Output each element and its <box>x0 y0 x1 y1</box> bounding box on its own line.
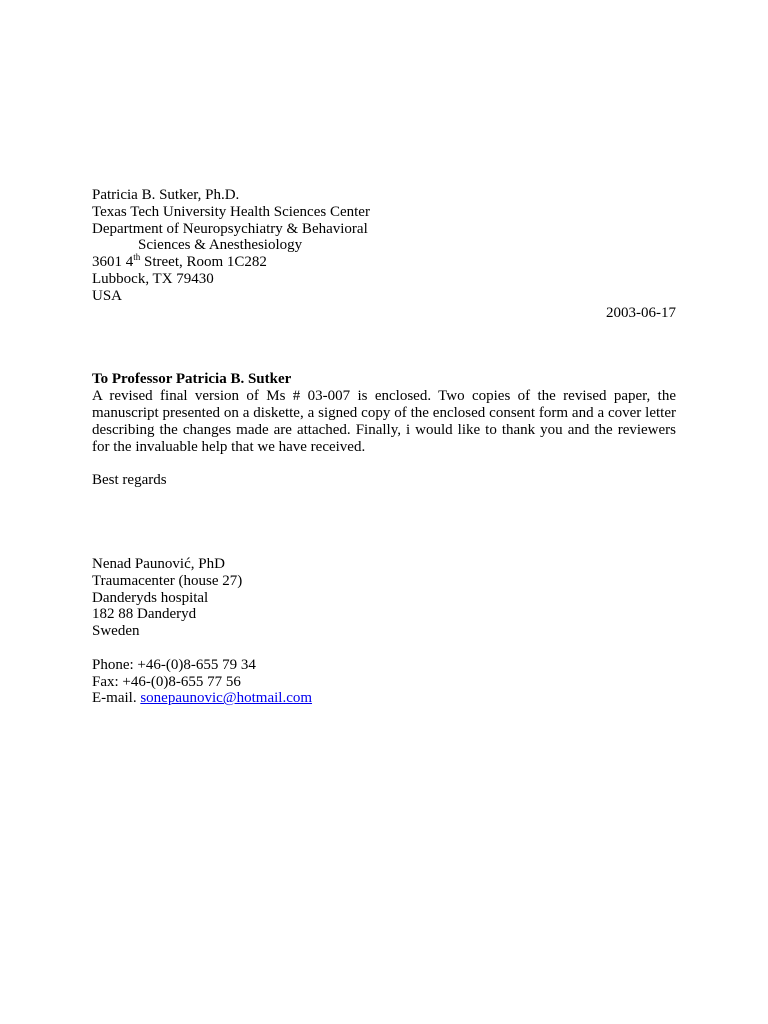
sender-address <box>92 556 676 640</box>
email-line <box>92 690 676 707</box>
recipient-address <box>92 187 676 305</box>
street-ordinal-suffix: th <box>133 252 141 263</box>
letter <box>92 187 676 707</box>
closing: Best regards <box>92 472 167 489</box>
email-label: E-mail. <box>92 690 141 707</box>
recipient-country: USA <box>92 287 123 304</box>
spacer <box>92 321 676 371</box>
recipient-institution: Texas Tech University Health Sciences Center <box>92 203 370 220</box>
street-rest: Street, Room 1C282 <box>140 254 267 271</box>
salutation: To Professor Patricia B. Sutker <box>92 371 292 388</box>
recipient-name: Patricia B. Sutker, Ph.D. <box>92 187 240 203</box>
recipient-city: Lubbock, TX 79430 <box>92 270 214 287</box>
sender-country: Sweden <box>92 623 140 640</box>
sender-hospital: Danderyds hospital <box>92 589 209 606</box>
contact-info <box>92 657 676 707</box>
street-number: 3601 4 <box>92 254 134 271</box>
sender-name: Nenad Paunović, PhD <box>92 555 225 572</box>
email-link[interactable]: sonepaunovic@hotmail.com <box>140 690 313 707</box>
recipient-street <box>92 254 676 271</box>
spacer <box>92 455 676 472</box>
letter-body: A revised final version of Ms # 03-007 is enclosed. Two copies of the revised paper, the manuscript presented on a diskette, a signed copy of the enclosed consent form and a cover letter describing the changes made are attached. Finally, i would like to thank you and the reviewers for the invaluable help that we have received. <box>92 388 676 455</box>
signature-space <box>92 489 676 556</box>
letter-date: 2003-06-17 <box>606 304 676 321</box>
sender-postal: 182 88 Danderyd <box>92 606 197 623</box>
fax: Fax: +46-(0)8-655 77 56 <box>92 673 241 690</box>
recipient-department-line1: Department of Neuropsychiatry & Behavioral <box>92 220 368 237</box>
phone: Phone: +46-(0)8-655 79 34 <box>92 656 256 673</box>
spacer <box>92 640 676 657</box>
sender-unit: Traumacenter (house 27) <box>92 572 243 589</box>
recipient-department-line2: Sciences & Anesthesiology <box>138 237 303 254</box>
